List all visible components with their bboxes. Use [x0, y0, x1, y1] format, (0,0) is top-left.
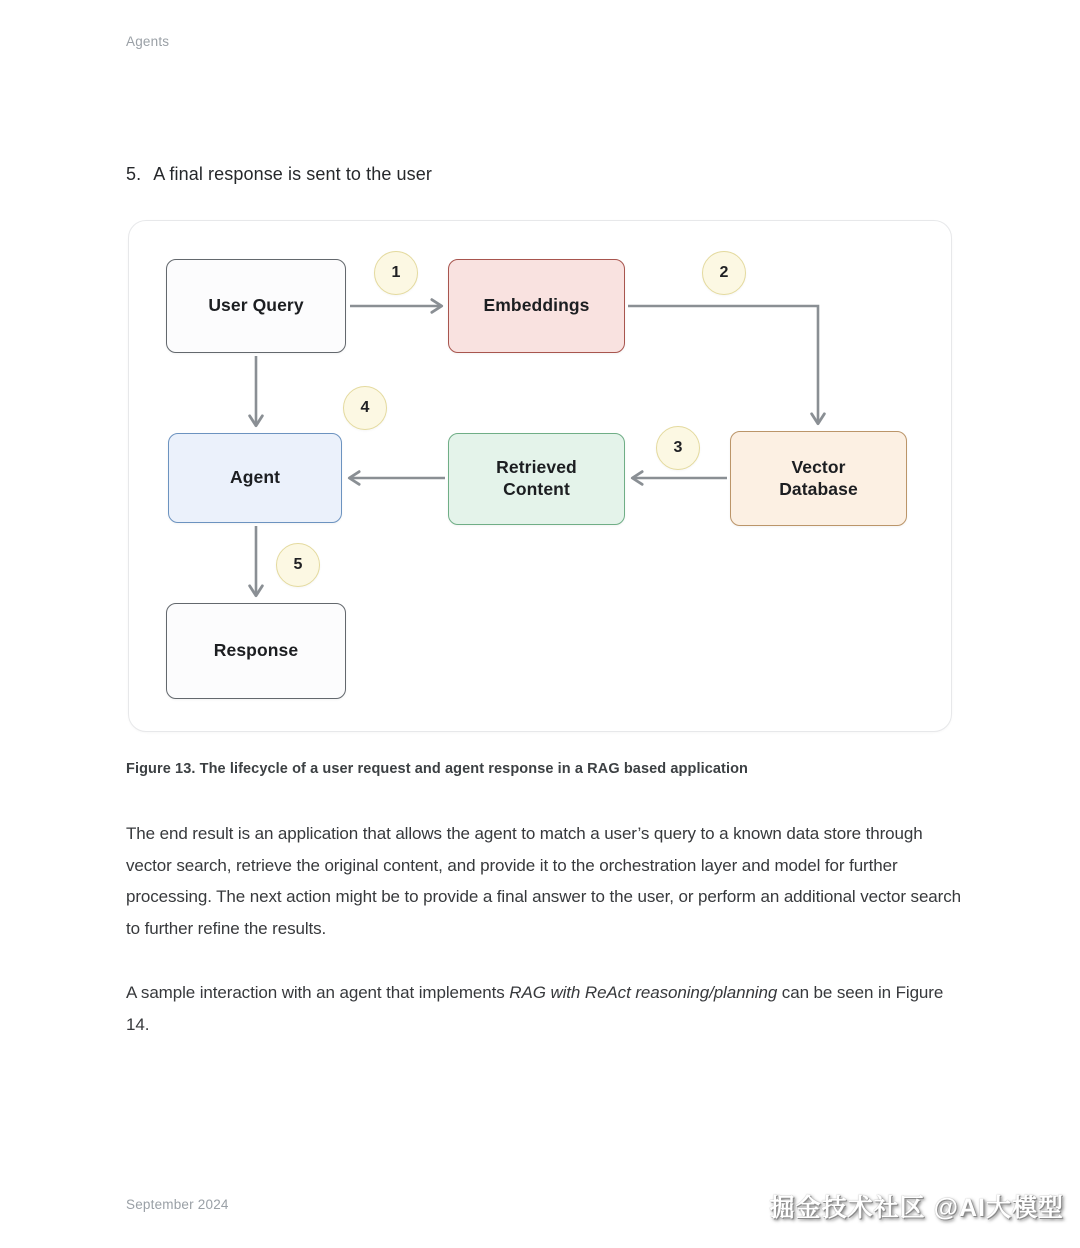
node-agent-label: Agent — [229, 467, 281, 488]
step-badge-4: 4 — [343, 386, 387, 430]
step-badge-3: 3 — [656, 426, 700, 470]
node-user-query — [166, 259, 346, 353]
node-user-query-label: User Query — [208, 295, 304, 316]
body-paragraph-2 — [126, 977, 962, 1040]
node-response — [166, 603, 346, 699]
step-badge-2: 2 — [702, 251, 746, 295]
node-embeddings — [448, 259, 625, 353]
section-heading — [126, 164, 432, 185]
body-paragraph-1: The end result is an application that allows the agent to match a user’s query to a known data store through vector search, retrieve the original content, and provide it to the orchestration layer and model for further processing. The next action might be to provide a final answer to the user, or perform an additional vector search to further refine the results. — [126, 824, 961, 938]
body-paragraph-2-end: can be seen in Figure 14. — [126, 983, 944, 1034]
node-retrieved-content-label: Retrieved Content — [496, 457, 577, 499]
node-embeddings-label: Embeddings — [483, 295, 590, 316]
node-retrieved-content — [448, 433, 625, 525]
step-badge-1: 1 — [374, 251, 418, 295]
running-footer: September 2024 — [126, 1197, 229, 1212]
node-agent — [168, 433, 342, 523]
body-paragraph-2-italic: RAG with ReAct reasoning/planning — [509, 983, 778, 1002]
figure-13-diagram — [128, 220, 952, 732]
figure-caption: Figure 13. The lifecycle of a user request and agent response in a RAG based application — [126, 761, 748, 777]
node-response-label: Response — [213, 640, 299, 661]
node-vector-database — [730, 431, 907, 526]
running-header: Agents — [126, 34, 170, 49]
section-heading-number: 5. — [126, 164, 142, 184]
section-heading-text: A final response is sent to the user — [153, 164, 432, 184]
arrow-embeddings-to-vector-database — [628, 306, 818, 423]
step-badge-5: 5 — [276, 543, 320, 587]
node-vector-database-label: Vector Database — [779, 456, 858, 499]
body-paragraph-2-start: A sample interaction with an agent that implements — [126, 983, 510, 1002]
watermark: 掘金技术社区 @AI大模型 — [769, 1194, 1064, 1222]
